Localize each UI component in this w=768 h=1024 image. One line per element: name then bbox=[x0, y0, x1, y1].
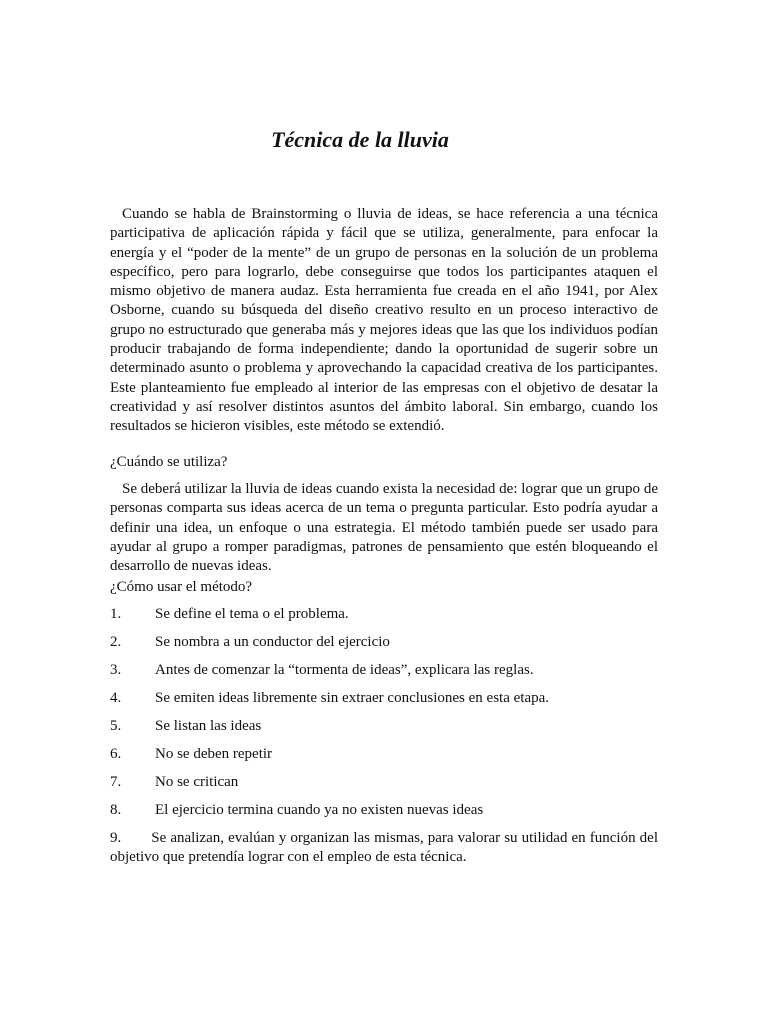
step-number: 8. bbox=[110, 802, 122, 818]
when-heading-block bbox=[110, 453, 658, 472]
step-text: Se nombra a un conductor del ejercicio bbox=[155, 634, 390, 650]
step-item bbox=[110, 717, 658, 736]
step-text: Se analizan, evalúan y organizan las mismas, para valorar su utilidad en función del objetivo que pretendía lograr con el empleo de esta técnica. bbox=[110, 830, 658, 866]
step-text: Se define el tema o el problema. bbox=[155, 606, 349, 622]
step-number: 6. bbox=[110, 746, 122, 762]
step-item bbox=[110, 633, 658, 652]
intro-paragraph: Cuando se habla de Brainstorming o lluvia de ideas, se hace referencia a una técnica participativa de aplicación rápida y fácil que se utiliza, generalmente, para enfocar la energía y el “poder de la mente” de un grupo de personas en la solución de un problema específico, pero para lograrlo, debe conseguirse que todos los participantes ataquen el mismo objetivo de manera audaz. Esta herramienta fue creada en el año 1941, por Alex Osborne, cuando su búsqueda del diseño creativo resulto en un proceso interactivo de grupo no estructurado que generaba más y mejores ideas que las que los individuos podían producir trabajando de forma independiente; dando la oportunidad de sugerir sobre un determinado asunto o problema y aprovechando la capacidad creativa de los participantes. Este planteamiento fue empleado al interior de las empresas con el objetivo de desatar la creatividad y así resolver distintos asuntos del ámbito laboral. Sin embargo, cuando los resultados se hicieron visibles, este método se extendió. bbox=[110, 206, 658, 435]
step-number: 5. bbox=[110, 718, 122, 734]
step-number: 3. bbox=[110, 662, 122, 678]
intro-section bbox=[110, 205, 658, 437]
when-heading: ¿Cuándo se utiliza? bbox=[110, 454, 228, 470]
step-item bbox=[110, 661, 658, 680]
how-heading-block bbox=[110, 578, 658, 597]
step-text: Se listan las ideas bbox=[155, 718, 262, 734]
page-title: Técnica de la lluvia bbox=[271, 127, 449, 152]
step-number: 1. bbox=[110, 606, 122, 622]
step-number: 7. bbox=[110, 774, 122, 790]
step-item bbox=[110, 801, 658, 820]
how-heading: ¿Cómo usar el método? bbox=[110, 579, 253, 595]
step-item bbox=[110, 829, 658, 868]
step-item bbox=[110, 605, 658, 624]
step-text: El ejercicio termina cuando ya no existen nuevas ideas bbox=[155, 802, 484, 818]
step-item bbox=[110, 689, 658, 708]
step-number: 9. bbox=[110, 830, 122, 846]
step-number: 2. bbox=[110, 634, 122, 650]
step-text: Antes de comenzar la “tormenta de ideas”, explicara las reglas. bbox=[155, 662, 534, 678]
step-text: No se deben repetir bbox=[155, 746, 273, 762]
when-paragraph: Se deberá utilizar la lluvia de ideas cuando exista la necesidad de: lograr que un grupo de personas comparta sus ideas acerca de un tema o pregunta particular. Esto podría ayudar a definir una idea, un enfoque o una estrategia. El método también puede ser usado para ayudar al grupo a romper paradigmas, patrones de pensamiento que estén bloqueando el desarrollo de nuevas ideas. bbox=[110, 481, 658, 575]
step-item bbox=[110, 773, 658, 792]
step-text: Se emiten ideas libremente sin extraer conclusiones en esta etapa. bbox=[155, 690, 550, 706]
when-section bbox=[110, 480, 658, 576]
step-text: No se critican bbox=[155, 774, 239, 790]
step-item bbox=[110, 745, 658, 764]
step-number: 4. bbox=[110, 690, 122, 706]
